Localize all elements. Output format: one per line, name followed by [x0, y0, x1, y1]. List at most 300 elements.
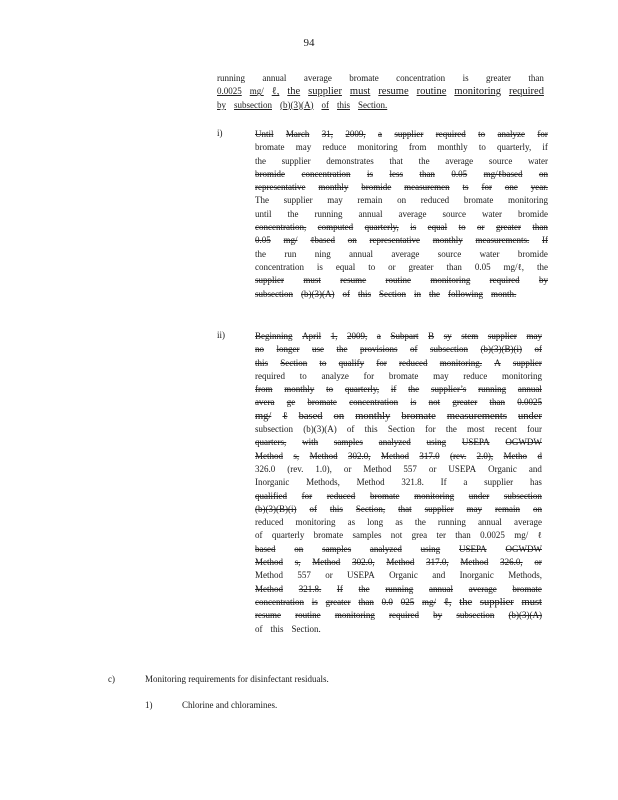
text-line — [255, 155, 548, 168]
word: Method — [460, 557, 489, 568]
word: routine — [295, 610, 321, 621]
text-line — [255, 543, 542, 556]
word: ts — [462, 182, 469, 193]
word: for — [481, 182, 492, 193]
word: running — [437, 517, 466, 528]
word: quarters, — [255, 437, 287, 448]
text-line — [255, 221, 548, 234]
word: on — [533, 503, 542, 514]
word: monitoring — [295, 517, 336, 528]
word: qualified — [255, 490, 287, 501]
word: subsection — [503, 490, 542, 501]
word: Until — [255, 129, 274, 139]
word: quarterly, — [497, 142, 532, 153]
word: bromate — [401, 410, 436, 422]
word: must — [303, 275, 321, 286]
item-i-paragraph — [255, 128, 548, 301]
word: this — [364, 424, 378, 435]
word: on — [333, 410, 345, 422]
word: to — [458, 222, 466, 233]
word: (b)(3)(B)(i) — [255, 503, 297, 514]
word: concentration — [255, 261, 304, 272]
word: 0.0025 — [217, 86, 242, 97]
word: monthly — [355, 410, 391, 422]
word: to — [478, 129, 486, 139]
word: ℓ — [537, 530, 542, 541]
word: than — [446, 261, 462, 272]
text-line — [255, 274, 548, 287]
word: Beginning — [255, 331, 293, 341]
word: bromate — [313, 530, 344, 541]
text-line — [255, 569, 542, 582]
word: mg/ℓbased — [483, 168, 523, 179]
text-line — [255, 436, 542, 449]
text-line — [255, 141, 548, 154]
text-line — [255, 450, 542, 463]
word: as — [347, 517, 356, 528]
word: quarterly, — [344, 384, 380, 395]
word: for — [376, 357, 387, 368]
word: is — [410, 222, 417, 233]
word: of — [255, 623, 263, 634]
word: required — [389, 610, 419, 621]
word: reduced — [326, 490, 356, 501]
word: and — [528, 463, 542, 474]
word: or — [477, 222, 485, 233]
word: is — [316, 261, 323, 272]
word: mg/ — [514, 530, 529, 541]
word: monitoring — [502, 370, 542, 381]
word: 557 — [297, 570, 311, 581]
word: on — [397, 195, 407, 206]
word: concentration — [255, 596, 304, 607]
word: (rev. — [450, 450, 467, 461]
word: 317.0 — [419, 450, 440, 461]
word: The — [255, 195, 269, 206]
word: OGWDW — [505, 543, 542, 554]
text-line — [255, 596, 542, 609]
word: Section. — [358, 99, 388, 110]
word: supplier’s — [430, 384, 467, 395]
word: water — [482, 208, 502, 219]
word: by — [538, 275, 548, 286]
word: bromide — [361, 182, 392, 193]
word: by — [433, 610, 443, 621]
word: Methods, — [508, 570, 542, 581]
word: in — [414, 288, 422, 299]
word: grea — [411, 530, 428, 541]
word: Metho — [503, 450, 528, 461]
word: monitoring — [454, 86, 501, 98]
word: bromate — [349, 73, 379, 83]
word: as — [395, 517, 403, 528]
word: 0.0 — [381, 596, 393, 607]
word: if — [390, 384, 397, 395]
word: for — [537, 129, 548, 139]
word: for — [363, 370, 375, 381]
text-line — [255, 423, 542, 436]
word: this — [329, 503, 343, 514]
word: concentration, — [255, 222, 307, 233]
word: may — [526, 331, 542, 341]
word: avera — [255, 397, 275, 408]
word: reduce — [463, 370, 488, 381]
word: Inorganic — [459, 570, 494, 581]
word: 31, — [321, 129, 334, 139]
word: bromide — [517, 248, 548, 259]
word: or — [388, 261, 396, 272]
word: the — [418, 155, 430, 166]
word: to — [368, 261, 376, 272]
word: running — [385, 583, 414, 594]
word: supplier — [394, 129, 424, 139]
word: four — [526, 424, 542, 435]
word: greater — [486, 73, 511, 83]
word: Method — [380, 450, 409, 461]
text-line — [255, 396, 542, 409]
section-c-label: c) — [108, 674, 115, 684]
word: use — [312, 344, 324, 355]
word: running — [314, 208, 343, 219]
word: supplier — [308, 86, 342, 98]
word: on — [294, 543, 304, 554]
text-line — [217, 99, 544, 112]
word: Method — [255, 583, 283, 594]
word: than — [419, 168, 435, 179]
word: supplier — [484, 477, 514, 488]
word: this — [336, 99, 350, 110]
word: or — [325, 570, 333, 581]
word: monitoring — [507, 195, 548, 206]
word: supplier — [255, 275, 284, 286]
word: is — [410, 397, 417, 408]
text-line — [255, 503, 542, 516]
word: measurements — [446, 410, 507, 422]
word: for — [301, 490, 313, 501]
section-c-heading: Monitoring requirements for disinfectant residuals. — [145, 674, 329, 684]
word: subsection — [255, 424, 293, 435]
word: s, — [293, 450, 300, 461]
word: Methods, — [306, 477, 340, 488]
word: under — [468, 490, 490, 501]
word: one — [504, 182, 518, 193]
word: supplier — [512, 357, 542, 368]
word: reduce — [322, 142, 347, 153]
word: A — [494, 357, 501, 368]
text-line — [255, 343, 542, 356]
text-line — [217, 85, 544, 98]
word: USEPA — [458, 543, 487, 554]
word: running — [478, 384, 507, 395]
word: monitoring — [430, 275, 471, 286]
word: on — [538, 168, 548, 179]
word: than — [358, 596, 374, 607]
word: Section — [387, 424, 415, 435]
text-line — [255, 181, 548, 194]
word: with — [302, 437, 319, 448]
word: may — [295, 142, 312, 153]
word: (rev. — [287, 463, 304, 474]
text-line — [255, 383, 542, 396]
word: no — [255, 344, 264, 355]
word: source — [488, 155, 513, 166]
word: bromate — [307, 397, 337, 408]
word: 302.0, — [352, 557, 375, 568]
item-1-label: 1) — [145, 700, 153, 710]
text-line — [255, 609, 542, 622]
word: USEPA — [448, 463, 477, 474]
word: supplier — [283, 195, 313, 206]
word: longer — [276, 344, 300, 355]
text-line — [255, 128, 548, 141]
word: remain — [357, 195, 383, 206]
word: source — [437, 248, 462, 259]
word: Subpart — [390, 331, 419, 341]
word: Method — [386, 557, 415, 568]
word: the — [445, 424, 457, 435]
word: or — [343, 463, 352, 474]
word: than — [455, 530, 471, 541]
word: greater — [408, 261, 434, 272]
word: measuremen — [404, 182, 450, 193]
word: subsection — [456, 610, 495, 621]
word: water — [479, 248, 500, 259]
word: mg/ℓ, — [503, 261, 525, 272]
word: greater — [325, 596, 351, 607]
word: Section. — [291, 623, 321, 634]
word: mg/ — [255, 410, 272, 422]
word: monitoring — [334, 610, 375, 621]
word: 317.0, — [426, 557, 449, 568]
word: 1, — [330, 331, 338, 341]
text-line — [255, 623, 542, 636]
word: computed — [317, 222, 354, 233]
word: s, — [294, 557, 301, 568]
item-ii-label: ii) — [217, 330, 225, 340]
text-line — [217, 72, 544, 85]
word: the — [287, 86, 301, 98]
word: subsection — [255, 288, 293, 299]
word: year. — [530, 182, 548, 193]
word: of — [342, 288, 350, 299]
text-line — [255, 410, 542, 423]
text-line — [255, 490, 542, 503]
word: a — [376, 331, 381, 341]
word: the — [255, 155, 266, 166]
word: concentration — [301, 168, 351, 179]
word: average — [391, 248, 420, 259]
word: 0.0025 — [480, 530, 505, 541]
word: has — [529, 477, 542, 488]
word: is — [311, 596, 318, 607]
word: recent — [494, 424, 517, 435]
word: concentration — [349, 397, 399, 408]
word: ning — [314, 248, 331, 259]
word: required — [489, 275, 520, 286]
word: average — [445, 155, 474, 166]
word: bromate — [369, 490, 400, 501]
word: Method — [309, 450, 338, 461]
word: 0.05 — [255, 235, 271, 246]
word: annual — [358, 208, 383, 219]
word: resume — [255, 610, 281, 621]
word: must — [349, 86, 371, 98]
word: USEPA — [347, 570, 375, 581]
word: 2.0), — [476, 450, 494, 461]
word: may — [466, 503, 483, 514]
word: Organic — [488, 463, 517, 474]
word: 2009, — [347, 331, 368, 341]
word: the — [414, 517, 426, 528]
word: is — [462, 73, 469, 83]
word: is — [366, 168, 373, 179]
text-line — [255, 583, 542, 596]
word: (b)(3)(A) — [280, 99, 314, 110]
word: this — [270, 623, 284, 634]
word: or — [428, 463, 437, 474]
word: may — [327, 195, 343, 206]
word: reduced — [399, 357, 428, 368]
word: greater — [495, 222, 521, 233]
text-line — [255, 529, 542, 542]
word: ℓbased — [310, 235, 336, 246]
word: month. — [491, 288, 517, 299]
item-ii-paragraph — [255, 330, 542, 636]
word: measurements. — [475, 235, 530, 246]
word: 326.0 — [255, 463, 276, 474]
word: until — [255, 208, 272, 219]
word: average — [398, 208, 427, 219]
word: mg/ — [283, 235, 298, 246]
word: analyzed — [378, 437, 411, 448]
word: Inorganic — [255, 477, 290, 488]
word: based — [298, 410, 323, 422]
word: samples — [322, 543, 352, 554]
word: annual — [429, 583, 454, 594]
word: Section — [379, 288, 406, 299]
word: supplier — [424, 503, 454, 514]
word: April — [302, 331, 322, 341]
word: monitoring — [414, 490, 455, 501]
word: (b)(3)(A) — [508, 610, 542, 621]
word: quarterly, — [364, 222, 399, 233]
word: required — [508, 86, 544, 98]
word: sy — [443, 331, 452, 341]
word: ge — [286, 397, 296, 408]
word: B — [428, 331, 435, 341]
word: less — [389, 168, 403, 179]
word: for — [425, 424, 436, 435]
word: subsection — [234, 99, 272, 110]
word: resume — [340, 275, 367, 286]
word: (b)(3)(A) — [303, 424, 337, 435]
word: may — [433, 370, 449, 381]
page-number: 94 — [303, 37, 315, 49]
word: that — [389, 155, 403, 166]
word: annual — [517, 384, 542, 395]
word: run — [284, 248, 297, 259]
word: annual — [262, 73, 287, 83]
word: Organic — [389, 570, 418, 581]
word: required — [255, 370, 285, 381]
word: annual — [349, 248, 374, 259]
word: qualify — [338, 357, 365, 368]
word: analyze — [321, 370, 349, 381]
word: from — [255, 384, 273, 395]
word: 326.0, — [500, 557, 523, 568]
word: bromate — [512, 583, 542, 594]
word: If — [541, 235, 548, 246]
word: reduced — [255, 517, 284, 528]
word: If — [336, 583, 343, 594]
word: than — [532, 222, 548, 233]
word: equal — [427, 222, 448, 233]
word: ter — [436, 530, 446, 541]
word: 321.8. — [401, 477, 424, 488]
word: ℓ, — [443, 596, 452, 608]
word: (b)(3)(B)(i) — [480, 344, 522, 355]
word: supplier — [487, 331, 517, 341]
word: Method — [312, 557, 341, 568]
text-line — [255, 516, 542, 529]
word: analyze — [497, 129, 525, 139]
word: monthly — [318, 182, 349, 193]
word: or — [534, 557, 542, 568]
word: concentration — [396, 73, 446, 83]
word: the — [287, 208, 299, 219]
word: Section, — [355, 503, 386, 514]
word: provisions — [360, 344, 398, 355]
text-line — [255, 357, 542, 370]
text-line — [255, 234, 548, 247]
word: 302.0, — [348, 450, 371, 461]
word: the — [429, 288, 441, 299]
word: subsection — [430, 344, 469, 355]
word: a — [378, 129, 383, 139]
word: monthly — [432, 235, 463, 246]
word: than — [489, 397, 506, 408]
word: average — [514, 517, 542, 528]
word: long — [367, 517, 384, 528]
word: bromate — [388, 370, 419, 381]
word: quarterly — [271, 530, 305, 541]
word: mg/ — [422, 596, 437, 607]
word: routine — [385, 275, 411, 286]
word: ℓ, — [271, 86, 280, 98]
word: Section — [280, 357, 308, 368]
text-line — [255, 208, 548, 221]
word: bromate — [463, 195, 494, 206]
word: not — [390, 530, 403, 541]
word: demonstrates — [326, 155, 374, 166]
word: under — [518, 410, 542, 422]
word: to — [326, 384, 334, 395]
word: bromide — [255, 168, 285, 179]
item-1-heading: Chlorine and chloramines. — [182, 700, 278, 710]
word: USEPA — [461, 437, 490, 448]
word: bromide — [518, 208, 548, 219]
word: of — [534, 344, 542, 355]
word: equal — [335, 261, 356, 272]
word: the — [255, 248, 266, 259]
text-line — [255, 476, 542, 489]
word: 557 — [403, 463, 417, 474]
word: representative — [369, 235, 420, 246]
word: a — [463, 477, 468, 488]
word: monitoring. — [439, 357, 482, 368]
word: routine — [416, 86, 447, 98]
word: of — [309, 503, 317, 514]
